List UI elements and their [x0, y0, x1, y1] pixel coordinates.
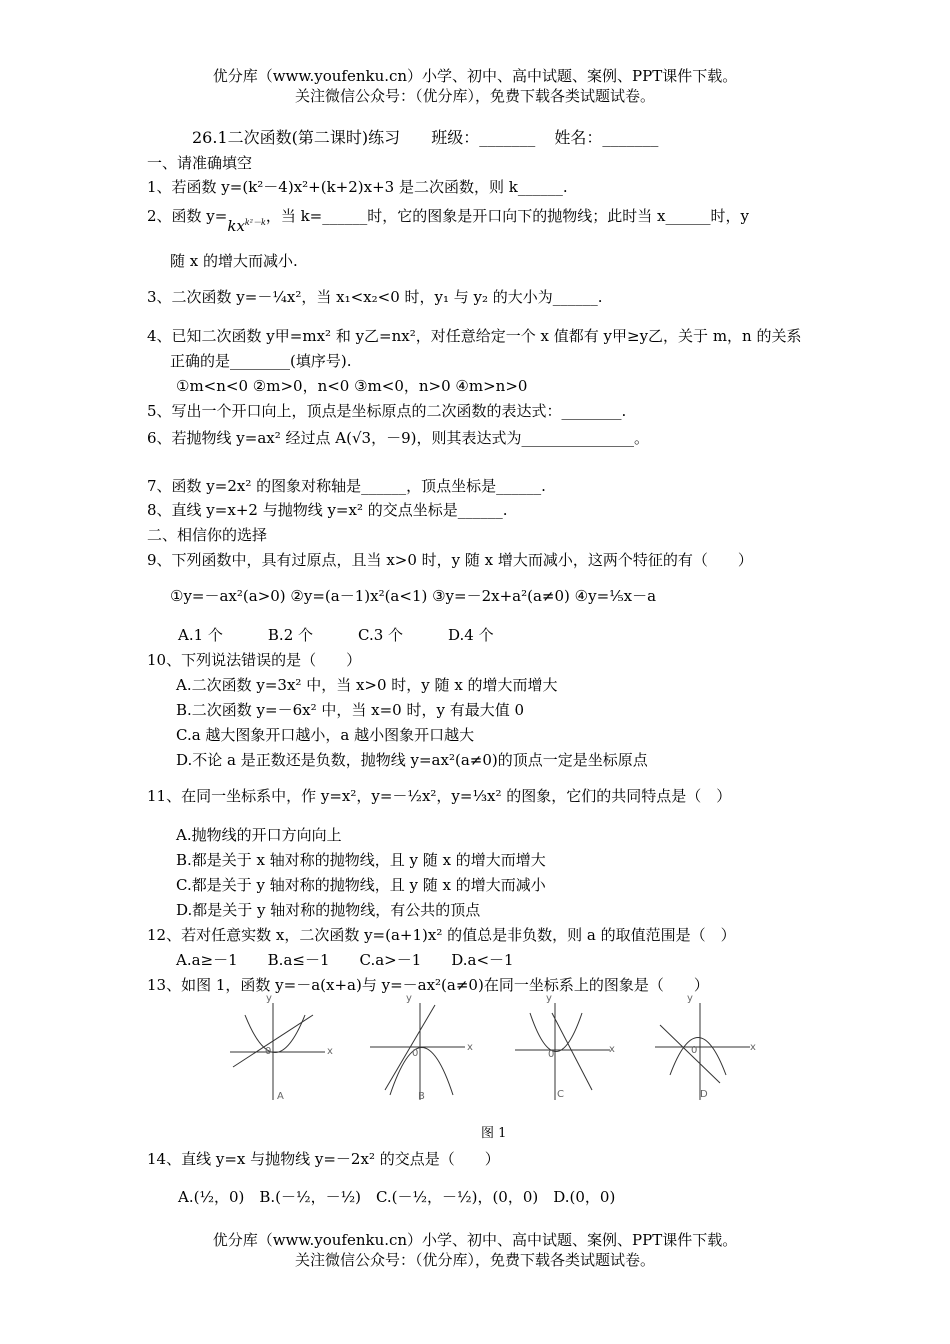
question-4-options: ①m<n<0 ②m>0，n<0 ③m<0，n>0 ④m>n>0 [176, 377, 528, 395]
question-11-option-a: A.抛物线的开口方向向上 [176, 826, 342, 844]
axis-label-x-b: x [467, 1042, 473, 1053]
question-2 [147, 203, 749, 235]
question-11: 11、在同一坐标系中，作 y=x²，y=－½x²，y=⅓x² 的图象，它们的共同特点是（ ） [147, 787, 732, 805]
question-2-prefix: 2、函数 y= [147, 207, 228, 225]
question-13: 13、如图 1，函数 y=－a(x+a)与 y=－ax²(a≠0)在同一坐标系上的图象是（ ） [147, 976, 709, 994]
question-4-cont: 正确的是________(填序号). [170, 352, 352, 370]
figure-label-a: A [277, 1091, 284, 1102]
origin-label-a: 0 [265, 1046, 272, 1057]
axis-label-y-c: y [546, 993, 552, 1004]
question-4: 4、已知二次函数 y甲=mx² 和 y乙=nx²，对任意给定一个 x 值都有 y甲≥y乙，关于 m，n 的关系 [147, 327, 802, 345]
origin-label-c: 0 [548, 1049, 555, 1060]
graph-c [515, 1003, 610, 1100]
question-2-suffix: ，当 k=______时，它的图象是开口向下的抛物线；此时当 x______时，y [265, 207, 749, 225]
question-2-cont: 随 x 的增大而减小. [170, 252, 298, 270]
question-5: 5、写出一个开口向上，顶点是坐标原点的二次函数的表达式：________. [147, 402, 627, 420]
axis-label-x-d: x [750, 1042, 756, 1053]
question-10-option-b: B.二次函数 y=－6x² 中，当 x=0 时，y 有最大值 0 [176, 701, 525, 719]
question-11-option-b: B.都是关于 x 轴对称的抛物线，且 y 随 x 的增大而增大 [176, 851, 546, 869]
header-line-1: 优分库（www.youfenku.cn）小学、初中、高中试题、案例、PPT课件下载。 [212, 67, 738, 85]
question-7: 7、函数 y=2x² 的图象对称轴是______，顶点坐标是______. [147, 477, 546, 495]
axis-label-y-d: y [687, 993, 693, 1004]
axis-label-x-a: x [327, 1046, 333, 1057]
axis-label-x-c: x [609, 1044, 615, 1055]
question-12: 12、若对任意实数 x，二次函数 y=(a+1)x² 的值总是非负数，则 a 的取值范围是（ ） [147, 926, 736, 944]
question-10-option-a: A.二次函数 y=3x² 中，当 x>0 时，y 随 x 的增大而增大 [176, 676, 558, 694]
question-1: 1、若函数 y=(k²－4)x²+(k+2)x+3 是二次函数，则 k______. [147, 178, 568, 196]
question-14-answers: A.(½，0) B.(－½，－½) C.(－½，－½)，(0，0) D.(0，0) [178, 1188, 616, 1206]
question-11-option-d: D.都是关于 y 轴对称的抛物线，有公共的顶点 [176, 901, 481, 919]
page-title [192, 128, 658, 148]
figure-label-d: D [700, 1089, 708, 1100]
question-12-answers: A.a≥－1 B.a≤－1 C.a>－1 D.a<－1 [176, 951, 514, 969]
footer-line-1: 优分库（www.youfenku.cn）小学、初中、高中试题、案例、PPT课件下载。 [212, 1231, 738, 1249]
axis-label-y-a: y [266, 993, 272, 1004]
question-10: 10、下列说法错误的是（ ） [147, 651, 362, 669]
question-9-options: ①y=－ax²(a>0) ②y=(a－1)x²(a<1) ③y=－2x+a²(a≠0) ④y=⅕x－a [170, 587, 657, 605]
figure-1-graphs [225, 995, 765, 1110]
question-8: 8、直线 y=x+2 与抛物线 y=x² 的交点坐标是______. [147, 501, 508, 519]
question-9: 9、下列函数中，具有过原点，且当 x>0 时，y 随 x 增大而减小，这两个特征的有（ ） [147, 551, 753, 569]
title-text: 26.1二次函数(第二课时)练习 [192, 128, 401, 147]
question-9-answers: A.1 个 B.2 个 C.3 个 D.4 个 [178, 626, 494, 644]
question-6: 6、若抛物线 y=ax² 经过点 A(√3，－9)，则其表达式为_______________。 [147, 429, 649, 447]
graph-a [230, 1003, 325, 1100]
question-10-option-d: D.不论 a 是正数还是负数，抛物线 y=ax²(a≠0)的顶点一定是坐标原点 [176, 751, 648, 769]
figure-label-c: C [557, 1089, 564, 1100]
section-2-heading: 二、相信你的选择 [147, 526, 268, 544]
axis-label-y-b: y [406, 993, 412, 1004]
name-label: 姓名：_______ [554, 128, 659, 147]
question-11-option-c: C.都是关于 y 轴对称的抛物线，且 y 随 x 的增大而减小 [176, 876, 546, 894]
graph-d [655, 1003, 750, 1100]
origin-label-d: 0 [691, 1045, 698, 1056]
figure-caption: 图 1 [481, 1126, 507, 1141]
class-label: 班级：_______ [431, 128, 536, 147]
question-2-formula: $kx^{k^2-k}$ [227, 217, 266, 235]
footer-line-2: 关注微信公众号：（优分库），免费下载各类试题试卷。 [294, 1251, 655, 1269]
question-14: 14、直线 y=x 与抛物线 y=－2x² 的交点是（ ） [147, 1150, 500, 1168]
question-10-option-c: C.a 越大图象开口越小，a 越小图象开口越大 [176, 726, 475, 744]
header-line-2: 关注微信公众号：（优分库），免费下载各类试题试卷。 [294, 87, 655, 105]
question-3: 3、二次函数 y=－¼x²，当 x₁<x₂<0 时，y₁ 与 y₂ 的大小为______. [147, 288, 603, 306]
origin-label-b: 0 [412, 1048, 419, 1059]
figure-label-b: B [418, 1091, 425, 1102]
section-1-heading: 一、请准确填空 [147, 154, 253, 172]
